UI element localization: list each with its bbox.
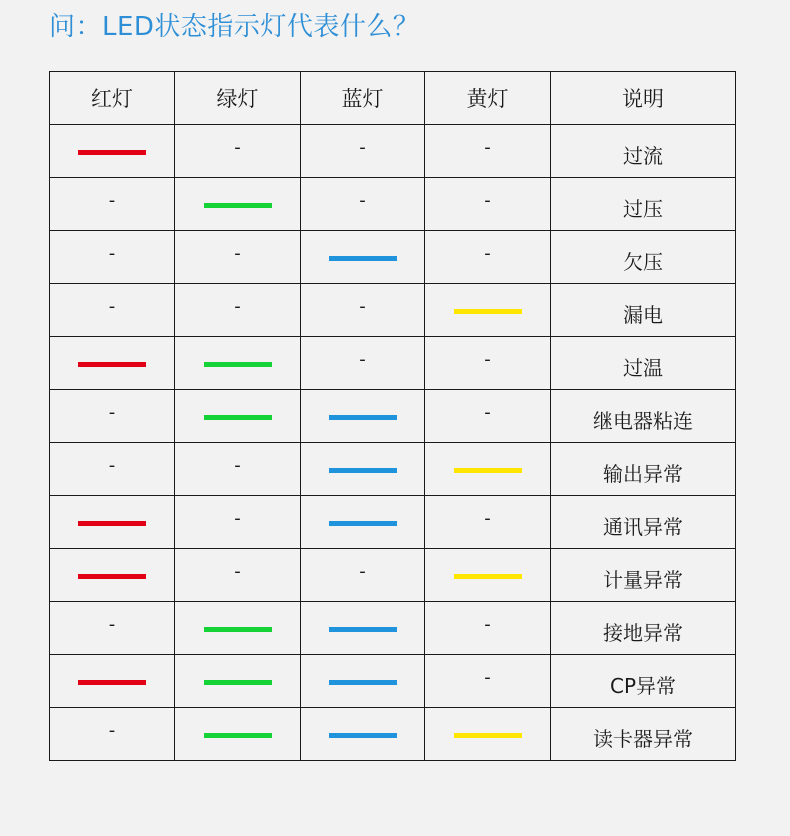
led-status-table (49, 71, 736, 761)
cell-green (175, 125, 301, 178)
header-green: 绿灯 (175, 72, 301, 125)
cell-green (175, 602, 301, 655)
cell-red (50, 602, 175, 655)
off-indicator: - (108, 190, 116, 211)
red-light-indicator (78, 150, 146, 155)
cell-description (551, 390, 736, 443)
cell-green (175, 284, 301, 337)
cell-blue (301, 708, 425, 761)
table-row (50, 708, 736, 761)
yellow-light-indicator (454, 309, 522, 314)
cell-yellow (425, 178, 551, 231)
cell-yellow (425, 337, 551, 390)
cell-red (50, 496, 175, 549)
cell-blue (301, 337, 425, 390)
cell-red (50, 125, 175, 178)
green-light-indicator (204, 362, 272, 367)
off-indicator: - (484, 614, 491, 635)
yellow-light-indicator (454, 733, 522, 738)
off-indicator: - (359, 296, 366, 317)
cell-yellow (425, 231, 551, 284)
blue-light-indicator (329, 256, 397, 261)
blue-light-indicator (329, 415, 397, 420)
blue-light-indicator (329, 468, 397, 473)
cell-yellow (425, 549, 551, 602)
cell-description (551, 284, 736, 337)
status-description: 通讯异常 (603, 514, 683, 539)
cell-yellow (425, 655, 551, 708)
cell-green (175, 337, 301, 390)
red-light-indicator (78, 574, 146, 579)
cell-yellow (425, 708, 551, 761)
table-row (50, 284, 736, 337)
cell-description (551, 549, 736, 602)
cell-yellow (425, 284, 551, 337)
status-description: 漏电 (623, 302, 663, 327)
table-row (50, 549, 736, 602)
cell-red (50, 337, 175, 390)
off-indicator: - (108, 243, 116, 264)
cell-red (50, 178, 175, 231)
off-indicator: - (484, 243, 491, 264)
off-indicator: - (359, 349, 366, 370)
cell-blue (301, 602, 425, 655)
off-indicator: - (108, 614, 116, 635)
cell-red (50, 655, 175, 708)
cell-blue (301, 178, 425, 231)
cell-blue (301, 231, 425, 284)
status-description: 输出异常 (603, 461, 683, 486)
cell-red (50, 549, 175, 602)
table-row (50, 390, 736, 443)
red-light-indicator (78, 362, 146, 367)
yellow-light-indicator (454, 574, 522, 579)
table-row (50, 602, 736, 655)
cell-description (551, 708, 736, 761)
red-light-indicator (78, 521, 146, 526)
cell-green (175, 443, 301, 496)
table-row (50, 178, 736, 231)
yellow-light-indicator (454, 468, 522, 473)
status-description: 计量异常 (603, 567, 683, 592)
off-indicator: - (108, 720, 116, 741)
cell-yellow (425, 390, 551, 443)
status-description: 过压 (623, 196, 663, 221)
cell-green (175, 549, 301, 602)
cell-description (551, 178, 736, 231)
green-light-indicator (204, 415, 272, 420)
status-description: 过温 (623, 355, 663, 380)
header-red: 红灯 (50, 72, 175, 125)
cell-red (50, 443, 175, 496)
off-indicator: - (484, 137, 491, 158)
cell-red (50, 284, 175, 337)
cell-description (551, 496, 736, 549)
cell-description (551, 602, 736, 655)
cell-green (175, 390, 301, 443)
off-indicator: - (359, 561, 366, 582)
header-yellow: 黄灯 (425, 72, 551, 125)
cell-description (551, 655, 736, 708)
cell-green (175, 178, 301, 231)
cell-blue (301, 549, 425, 602)
blue-light-indicator (329, 733, 397, 738)
cell-description (551, 231, 736, 284)
off-indicator: - (234, 243, 241, 264)
table-row (50, 655, 736, 708)
cell-green (175, 708, 301, 761)
off-indicator: - (108, 402, 116, 423)
table-row (50, 443, 736, 496)
off-indicator: - (359, 137, 366, 158)
cell-red (50, 390, 175, 443)
cell-red (50, 708, 175, 761)
question-title: 问：LED状态指示灯代表什么？ (49, 12, 420, 42)
cell-description (551, 337, 736, 390)
off-indicator: - (484, 190, 491, 211)
off-indicator: - (108, 296, 116, 317)
header-description: 说明 (551, 72, 736, 125)
status-description: CP异常 (609, 673, 677, 698)
off-indicator: - (484, 508, 491, 529)
off-indicator: - (234, 296, 241, 317)
cell-green (175, 655, 301, 708)
table-row (50, 496, 736, 549)
cell-blue (301, 390, 425, 443)
table-row (50, 337, 736, 390)
cell-yellow (425, 602, 551, 655)
cell-description (551, 443, 736, 496)
cell-yellow (425, 125, 551, 178)
cell-green (175, 231, 301, 284)
off-indicator: - (484, 402, 491, 423)
cell-description (551, 125, 736, 178)
green-light-indicator (204, 680, 272, 685)
blue-light-indicator (329, 680, 397, 685)
red-light-indicator (78, 680, 146, 685)
cell-blue (301, 125, 425, 178)
cell-blue (301, 284, 425, 337)
off-indicator: - (484, 667, 491, 688)
status-description: 欠压 (623, 249, 663, 274)
off-indicator: - (234, 137, 241, 158)
off-indicator: - (234, 508, 241, 529)
cell-blue (301, 655, 425, 708)
cell-yellow (425, 443, 551, 496)
green-light-indicator (204, 203, 272, 208)
status-description: 接地异常 (603, 620, 683, 645)
header-row (50, 72, 736, 125)
cell-red (50, 231, 175, 284)
blue-light-indicator (329, 627, 397, 632)
table-body (50, 125, 736, 761)
off-indicator: - (234, 455, 241, 476)
cell-green (175, 496, 301, 549)
table-row (50, 125, 736, 178)
blue-light-indicator (329, 521, 397, 526)
header-blue: 蓝灯 (301, 72, 425, 125)
status-description: 继电器粘连 (593, 408, 693, 433)
green-light-indicator (204, 627, 272, 632)
cell-yellow (425, 496, 551, 549)
off-indicator: - (359, 190, 366, 211)
off-indicator: - (484, 349, 491, 370)
green-light-indicator (204, 733, 272, 738)
table-row (50, 231, 736, 284)
cell-blue (301, 496, 425, 549)
status-description: 过流 (623, 143, 663, 168)
off-indicator: - (108, 455, 116, 476)
cell-blue (301, 443, 425, 496)
off-indicator: - (234, 561, 241, 582)
status-description: 读卡器异常 (593, 726, 693, 751)
